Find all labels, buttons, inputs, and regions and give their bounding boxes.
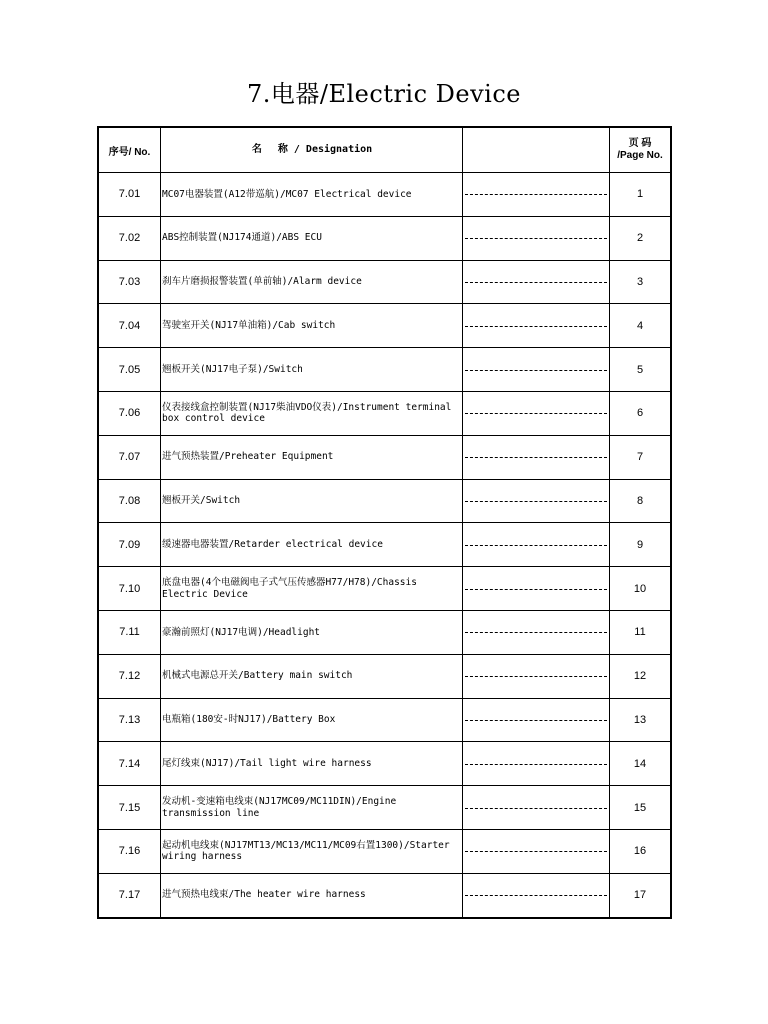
row-number: 7.14 <box>98 742 161 786</box>
table-row <box>98 698 671 742</box>
table-row <box>98 173 671 217</box>
header-page-line1: 页 码 <box>628 138 652 149</box>
row-number: 7.08 <box>98 479 161 523</box>
dotted-leader-line <box>465 194 607 195</box>
row-designation: MC07电器装置(A12带巡航)/MC07 Electrical device <box>161 173 463 217</box>
table-row <box>98 216 671 260</box>
row-designation: 进气预热电线束/The heater wire harness <box>161 873 463 917</box>
table-row <box>98 304 671 348</box>
row-designation: 尾灯线束(NJ17)/Tail light wire harness <box>161 742 463 786</box>
row-leader <box>463 348 610 392</box>
row-designation: 翘板开关/Switch <box>161 479 463 523</box>
header-page-no <box>610 127 672 173</box>
dotted-leader-line <box>465 413 607 414</box>
row-leader <box>463 479 610 523</box>
row-designation: 豪瀚前照灯(NJ17电调)/Headlight <box>161 610 463 654</box>
table-row <box>98 391 671 435</box>
row-number: 7.12 <box>98 654 161 698</box>
row-designation: 电瓶箱(180安-时NJ17)/Battery Box <box>161 698 463 742</box>
dotted-leader-line <box>465 676 607 677</box>
row-designation: 仪表接线盒控制装置(NJ17柴油VDO仪表)/Instrument terminal box control device <box>161 391 463 435</box>
row-leader <box>463 435 610 479</box>
row-number: 7.13 <box>98 698 161 742</box>
row-designation: 缓速器电器装置/Retarder electrical device <box>161 523 463 567</box>
row-page-number: 11 <box>610 610 672 654</box>
table-header-row <box>98 127 671 173</box>
row-designation: 底盘电器(4个电磁阀电子式气压传感器H77/H78)/Chassis Electric Device <box>161 567 463 611</box>
header-no: 序号/ No. <box>98 127 161 173</box>
row-page-number: 7 <box>610 435 672 479</box>
row-leader <box>463 523 610 567</box>
dotted-leader-line <box>465 851 607 852</box>
row-leader <box>463 304 610 348</box>
row-page-number: 12 <box>610 654 672 698</box>
row-number: 7.05 <box>98 348 161 392</box>
table-row <box>98 260 671 304</box>
row-page-number: 16 <box>610 829 672 873</box>
row-leader <box>463 786 610 830</box>
table-row <box>98 348 671 392</box>
row-leader <box>463 610 610 654</box>
header-page-line2: /Page No. <box>617 150 663 161</box>
row-number: 7.06 <box>98 391 161 435</box>
header-designation: 名 称 / Designation <box>161 127 463 173</box>
dotted-leader-line <box>465 370 607 371</box>
row-leader <box>463 567 610 611</box>
dotted-leader-line <box>465 501 607 502</box>
dotted-leader-line <box>465 326 607 327</box>
page-title: 7.电器/Electric Device <box>246 80 521 108</box>
row-designation: 进气预热装置/Preheater Equipment <box>161 435 463 479</box>
row-number: 7.09 <box>98 523 161 567</box>
row-designation: 驾驶室开关(NJ17单油箱)/Cab switch <box>161 304 463 348</box>
table-row <box>98 567 671 611</box>
row-number: 7.16 <box>98 829 161 873</box>
row-number: 7.15 <box>98 786 161 830</box>
row-leader <box>463 698 610 742</box>
row-leader <box>463 829 610 873</box>
table-row <box>98 610 671 654</box>
row-leader <box>463 216 610 260</box>
row-number: 7.01 <box>98 173 161 217</box>
table-row <box>98 786 671 830</box>
row-page-number: 4 <box>610 304 672 348</box>
row-number: 7.11 <box>98 610 161 654</box>
table-row <box>98 523 671 567</box>
row-page-number: 2 <box>610 216 672 260</box>
table-row <box>98 479 671 523</box>
dotted-leader-line <box>465 895 607 896</box>
table-row <box>98 742 671 786</box>
row-leader <box>463 873 610 917</box>
row-page-number: 9 <box>610 523 672 567</box>
row-designation: 机械式电源总开关/Battery main switch <box>161 654 463 698</box>
dotted-leader-line <box>465 808 607 809</box>
header-blank <box>463 127 610 173</box>
row-page-number: 15 <box>610 786 672 830</box>
dotted-leader-line <box>465 720 607 721</box>
dotted-leader-line <box>465 457 607 458</box>
row-number: 7.03 <box>98 260 161 304</box>
row-number: 7.07 <box>98 435 161 479</box>
table-row <box>98 829 671 873</box>
row-page-number: 8 <box>610 479 672 523</box>
row-designation: 翘板开关(NJ17电子泵)/Switch <box>161 348 463 392</box>
dotted-leader-line <box>465 238 607 239</box>
row-leader <box>463 173 610 217</box>
row-number: 7.02 <box>98 216 161 260</box>
row-page-number: 3 <box>610 260 672 304</box>
row-leader <box>463 391 610 435</box>
row-designation: 发动机-变速箱电线束(NJ17MC09/MC11DIN)/Engine transmission line <box>161 786 463 830</box>
dotted-leader-line <box>465 282 607 283</box>
dotted-leader-line <box>465 589 607 590</box>
row-page-number: 6 <box>610 391 672 435</box>
contents-table <box>97 126 672 919</box>
row-page-number: 10 <box>610 567 672 611</box>
row-number: 7.04 <box>98 304 161 348</box>
row-leader <box>463 260 610 304</box>
row-leader <box>463 742 610 786</box>
row-designation: 刹车片磨损报警装置(单前轴)/Alarm device <box>161 260 463 304</box>
row-page-number: 5 <box>610 348 672 392</box>
row-designation: 起动机电线束(NJ17MT13/MC13/MC11/MC09右置1300)/Starter wiring harness <box>161 829 463 873</box>
row-page-number: 13 <box>610 698 672 742</box>
row-page-number: 1 <box>610 173 672 217</box>
row-designation: ABS控制装置(NJ174通道)/ABS ECU <box>161 216 463 260</box>
row-page-number: 17 <box>610 873 672 917</box>
table-row <box>98 654 671 698</box>
table-row <box>98 873 671 917</box>
row-number: 7.10 <box>98 567 161 611</box>
row-leader <box>463 654 610 698</box>
dotted-leader-line <box>465 764 607 765</box>
table-row <box>98 435 671 479</box>
row-number: 7.17 <box>98 873 161 917</box>
row-page-number: 14 <box>610 742 672 786</box>
dotted-leader-line <box>465 632 607 633</box>
dotted-leader-line <box>465 545 607 546</box>
